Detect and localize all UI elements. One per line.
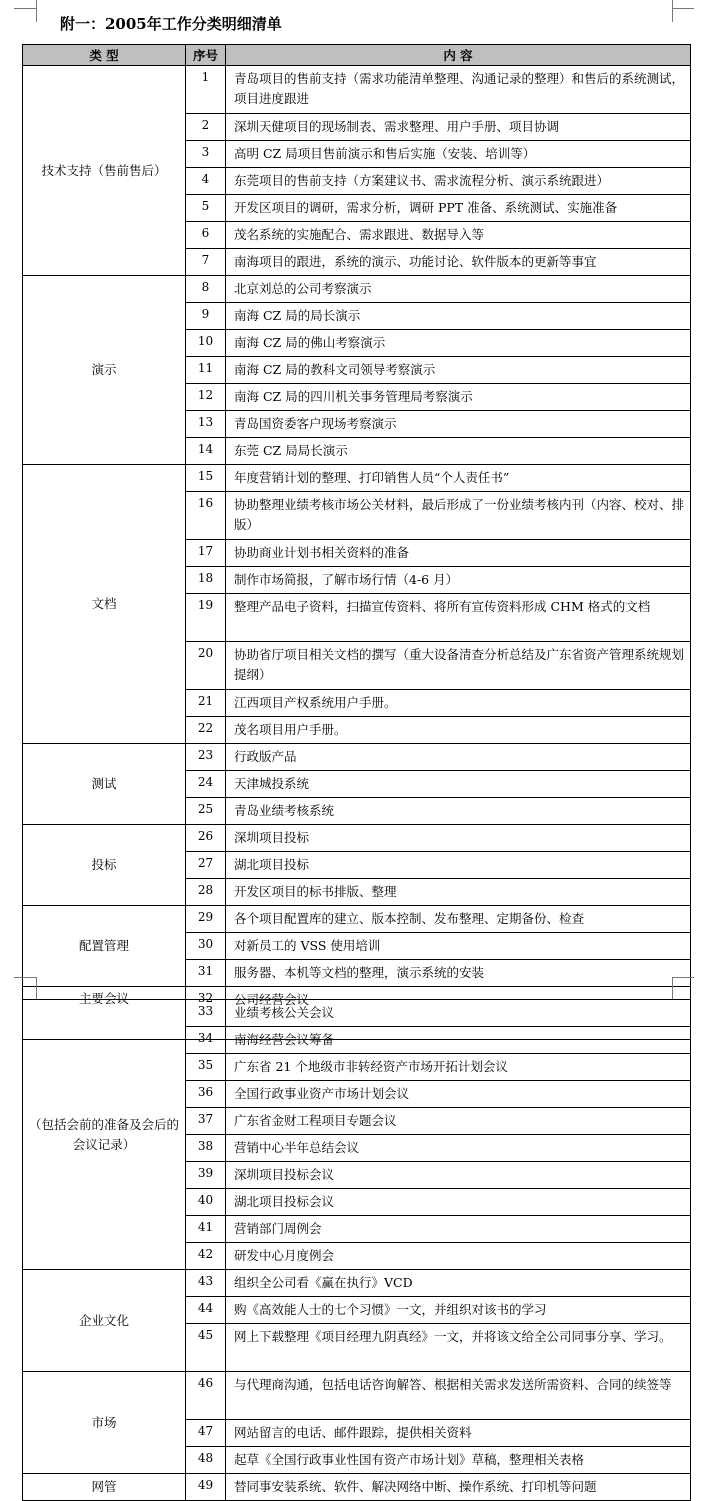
row-number: 2 bbox=[186, 114, 226, 141]
row-content: 网站留言的电话、邮件跟踪，提供相关资料 bbox=[226, 1420, 691, 1447]
work-table-page2 bbox=[22, 999, 691, 1501]
row-number: 43 bbox=[186, 1270, 226, 1297]
row-content: 营销中心半年总结会议 bbox=[226, 1135, 691, 1162]
row-number: 32 bbox=[186, 987, 226, 1040]
row-content: 开发区项目的调研，需求分析，调研 PPT 准备、系统测试、实施准备 bbox=[226, 195, 691, 222]
header-type: 类 型 bbox=[23, 45, 186, 66]
row-content: 茂名系统的实施配合、需求跟进、数据导入等 bbox=[226, 222, 691, 249]
row-number: 46 bbox=[186, 1372, 226, 1420]
page-break-mark bbox=[672, 977, 694, 978]
row-number: 44 bbox=[186, 1297, 226, 1324]
row-number: 34 bbox=[186, 1027, 226, 1054]
category-cell: 网管 bbox=[23, 1474, 186, 1501]
row-content: 广东省金财工程项目专题会议 bbox=[226, 1108, 691, 1135]
table-row bbox=[23, 276, 691, 303]
category-cell: 技术支持（售前售后） bbox=[23, 66, 186, 276]
row-number: 40 bbox=[186, 1189, 226, 1216]
row-content: 各个项目配置库的建立、版本控制、发布整理、定期备份、检查 bbox=[226, 906, 691, 933]
row-content: 南海 CZ 局的局长演示 bbox=[226, 303, 691, 330]
row-content: 行政版产品 bbox=[226, 744, 691, 771]
row-number: 42 bbox=[186, 1243, 226, 1270]
row-number: 12 bbox=[186, 384, 226, 411]
table-row bbox=[23, 66, 691, 114]
header-content: 内 容 bbox=[226, 45, 691, 66]
table-row bbox=[23, 465, 691, 492]
row-content: 年度营销计划的整理、打印销售人员“个人责任书” bbox=[226, 465, 691, 492]
row-number: 3 bbox=[186, 141, 226, 168]
row-content: 东莞项目的售前支持（方案建议书、需求流程分析、演示系统跟进） bbox=[226, 168, 691, 195]
row-content: 湖北项目投标会议 bbox=[226, 1189, 691, 1216]
row-number: 1 bbox=[186, 66, 226, 114]
table-row bbox=[23, 1270, 691, 1297]
page-break-mark bbox=[36, 977, 37, 999]
row-number: 37 bbox=[186, 1108, 226, 1135]
table-row bbox=[23, 825, 691, 852]
row-content: 南海经营会议筹备 bbox=[226, 1027, 691, 1054]
row-number: 35 bbox=[186, 1054, 226, 1081]
row-content: 高明 CZ 局项目售前演示和售后实施（安装、培训等） bbox=[226, 141, 691, 168]
category-cell: 文档 bbox=[23, 465, 186, 744]
row-content: 南海 CZ 局的教科文司领导考察演示 bbox=[226, 357, 691, 384]
row-content: 网上下载整理《项目经理九阴真经》一文，并将该文给全公司同事分享、学习。 bbox=[226, 1324, 691, 1372]
row-content: 整理产品电子资料，扫描宣传资料、将所有宣传资料形成 CHM 格式的文档 bbox=[226, 594, 691, 642]
row-number: 14 bbox=[186, 438, 226, 465]
table-row bbox=[23, 1000, 691, 1027]
row-content: 深圳项目投标会议 bbox=[226, 1162, 691, 1189]
row-content: 协助省厅项目相关文档的撰写（重大设备清查分析总结及广东省资产管理系统规划提纲） bbox=[226, 642, 691, 690]
category-cell: （包括会前的准备及会后的会议记录） bbox=[23, 1000, 186, 1270]
row-content: 组织全公司看《赢在执行》VCD bbox=[226, 1270, 691, 1297]
row-content: 开发区项目的标书排版、整理 bbox=[226, 879, 691, 906]
crop-mark bbox=[36, 0, 37, 22]
work-table-page1 bbox=[22, 44, 691, 1040]
category-cell: 投标 bbox=[23, 825, 186, 906]
table-row bbox=[23, 1474, 691, 1501]
row-content: 购《高效能人士的七个习惯》一文，并组织对该书的学习 bbox=[226, 1297, 691, 1324]
row-number: 20 bbox=[186, 642, 226, 690]
row-number: 7 bbox=[186, 249, 226, 276]
page-title: 附一：2005年工作分类明细清单 bbox=[60, 15, 282, 33]
row-content: 协助整理业绩考核市场公关材料，最后形成了一份业绩考核内刊（内容、校对、排版） bbox=[226, 492, 691, 540]
row-content: 南海 CZ 局的佛山考察演示 bbox=[226, 330, 691, 357]
row-number: 36 bbox=[186, 1081, 226, 1108]
table-row bbox=[23, 744, 691, 771]
row-number: 27 bbox=[186, 852, 226, 879]
row-content: 东莞 CZ 局局长演示 bbox=[226, 438, 691, 465]
row-number: 30 bbox=[186, 933, 226, 960]
crop-mark bbox=[14, 8, 36, 9]
row-content: 天津城投系统 bbox=[226, 771, 691, 798]
category-cell: 企业文化 bbox=[23, 1270, 186, 1372]
row-content: 江西项目产权系统用户手册。 bbox=[226, 690, 691, 717]
row-number: 6 bbox=[186, 222, 226, 249]
row-number: 47 bbox=[186, 1420, 226, 1447]
row-content: 南海 CZ 局的四川机关事务管理局考察演示 bbox=[226, 384, 691, 411]
row-number: 23 bbox=[186, 744, 226, 771]
row-content: 青岛业绩考核系统 bbox=[226, 798, 691, 825]
row-number: 13 bbox=[186, 411, 226, 438]
row-content: 全国行政事业资产市场计划会议 bbox=[226, 1081, 691, 1108]
table-row bbox=[23, 906, 691, 933]
row-number: 48 bbox=[186, 1447, 226, 1474]
row-content: 替同事安装系统、软件、解决网络中断、操作系统、打印机等问题 bbox=[226, 1474, 691, 1501]
row-content: 湖北项目投标 bbox=[226, 852, 691, 879]
row-content: 深圳项目投标 bbox=[226, 825, 691, 852]
row-content: 青岛项目的售前支持（需求功能清单整理、沟通记录的整理）和售后的系统测试，项目进度跟进 bbox=[226, 66, 691, 114]
category-cell: 测试 bbox=[23, 744, 186, 825]
table-row bbox=[23, 1372, 691, 1420]
row-number: 22 bbox=[186, 717, 226, 744]
row-content: 广东省 21 个地级市非转经资产市场开拓计划会议 bbox=[226, 1054, 691, 1081]
row-number: 49 bbox=[186, 1474, 226, 1501]
row-number: 16 bbox=[186, 492, 226, 540]
row-number: 24 bbox=[186, 771, 226, 798]
row-number: 41 bbox=[186, 1216, 226, 1243]
row-content: 青岛国资委客户现场考察演示 bbox=[226, 411, 691, 438]
row-number: 29 bbox=[186, 906, 226, 933]
row-content: 对新员工的 VSS 使用培训 bbox=[226, 933, 691, 960]
header-num: 序号 bbox=[186, 45, 226, 66]
row-content: 营销部门周例会 bbox=[226, 1216, 691, 1243]
row-number: 38 bbox=[186, 1135, 226, 1162]
row-content: 起草《全国行政事业性国有资产市场计划》草稿，整理相关表格 bbox=[226, 1447, 691, 1474]
row-number: 28 bbox=[186, 879, 226, 906]
page-break-mark bbox=[672, 977, 673, 999]
row-number: 9 bbox=[186, 303, 226, 330]
page-break-mark bbox=[14, 977, 36, 978]
row-number: 33 bbox=[186, 1000, 226, 1027]
row-content: 南海项目的跟进，系统的演示、功能讨论、软件版本的更新等事宜 bbox=[226, 249, 691, 276]
row-number: 19 bbox=[186, 594, 226, 642]
category-cell: 主要会议 bbox=[23, 987, 186, 1040]
row-number: 26 bbox=[186, 825, 226, 852]
row-content: 制作市场简报，了解市场行情（4-6 月） bbox=[226, 567, 691, 594]
row-number: 39 bbox=[186, 1162, 226, 1189]
row-number: 8 bbox=[186, 276, 226, 303]
row-number: 17 bbox=[186, 540, 226, 567]
row-number: 4 bbox=[186, 168, 226, 195]
row-content: 茂名项目用户手册。 bbox=[226, 717, 691, 744]
crop-mark bbox=[672, 0, 673, 22]
row-content: 北京刘总的公司考察演示 bbox=[226, 276, 691, 303]
row-number: 25 bbox=[186, 798, 226, 825]
crop-mark bbox=[672, 8, 694, 9]
row-number: 11 bbox=[186, 357, 226, 384]
row-number: 15 bbox=[186, 465, 226, 492]
row-content: 业绩考核公关会议 bbox=[226, 1000, 691, 1027]
row-number: 21 bbox=[186, 690, 226, 717]
row-number: 18 bbox=[186, 567, 226, 594]
row-number: 5 bbox=[186, 195, 226, 222]
row-number: 10 bbox=[186, 330, 226, 357]
row-number: 45 bbox=[186, 1324, 226, 1372]
row-number: 31 bbox=[186, 960, 226, 987]
row-content: 深圳天健项目的现场制表、需求整理、用户手册、项目协调 bbox=[226, 114, 691, 141]
row-content: 公司经营会议 bbox=[226, 987, 691, 1040]
category-cell: 市场 bbox=[23, 1372, 186, 1474]
category-cell: 配置管理 bbox=[23, 906, 186, 987]
row-content: 协助商业计划书相关资料的准备 bbox=[226, 540, 691, 567]
row-content: 与代理商沟通，包括电话咨询解答、根据相关需求发送所需资料、合同的续签等 bbox=[226, 1372, 691, 1420]
row-content: 服务器、本机等文档的整理，演示系统的安装 bbox=[226, 960, 691, 987]
row-content: 研发中心月度例会 bbox=[226, 1243, 691, 1270]
category-cell: 演示 bbox=[23, 276, 186, 465]
